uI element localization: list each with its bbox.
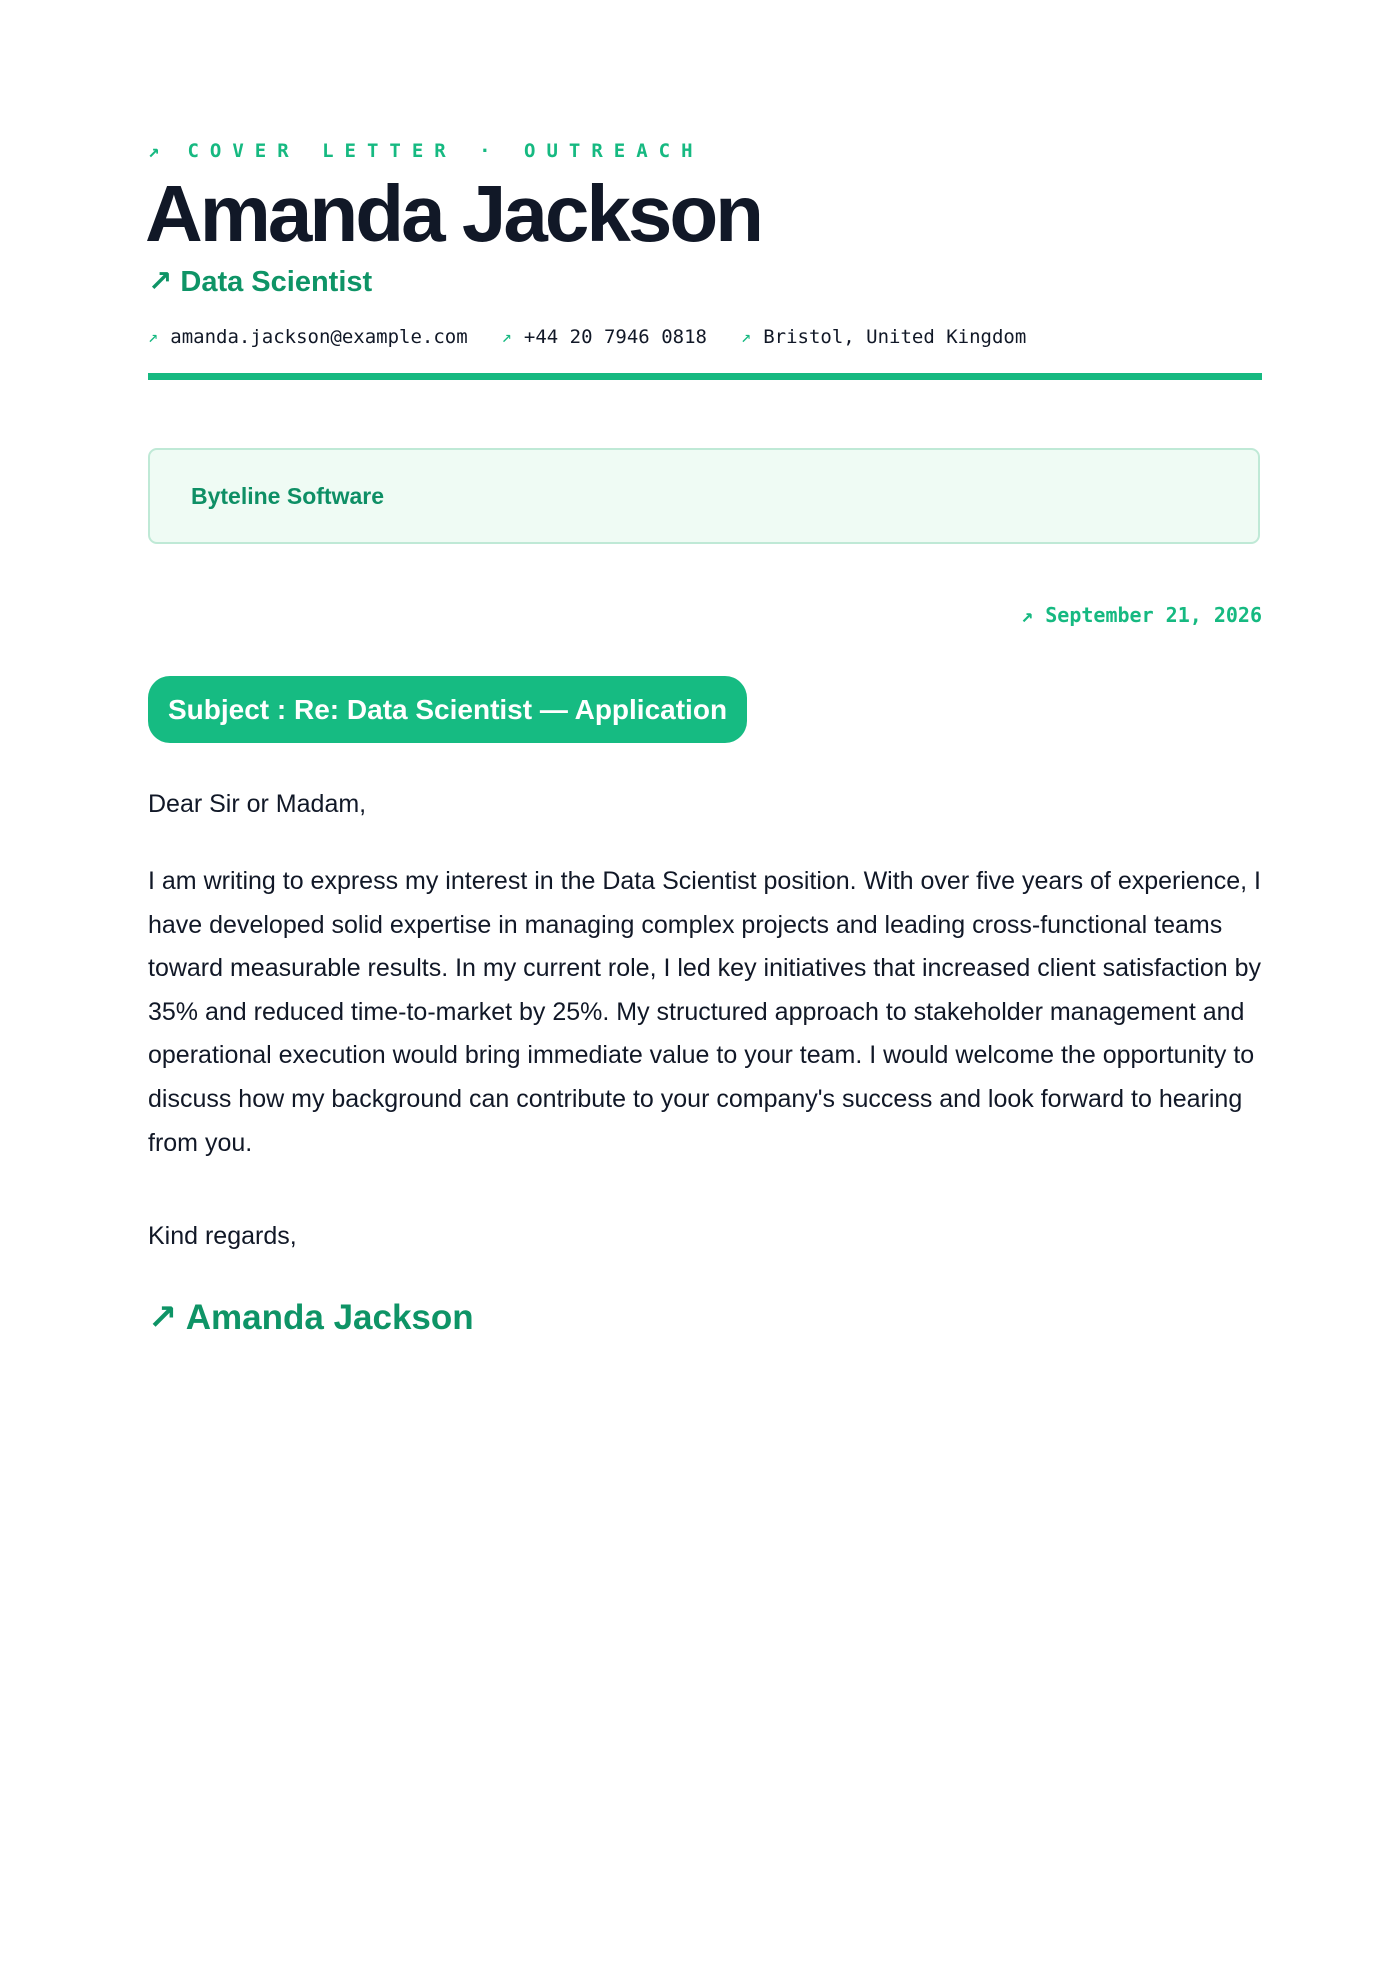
role-label: Data Scientist	[180, 266, 373, 298]
contact-info	[148, 326, 1026, 348]
arrow-up-right-icon: ↗	[1021, 603, 1034, 627]
eyebrow-label: COVER LETTER · OUTREACH	[187, 140, 704, 162]
phone-text: +44 20 7946 0818	[523, 326, 707, 348]
location-text: Bristol, United Kingdom	[763, 326, 1027, 348]
arrow-up-right-icon: ↗	[148, 327, 159, 347]
subject-badge: Subject : Re: Data Scientist — Application	[148, 676, 747, 743]
signature-name: Amanda Jackson	[185, 1298, 474, 1337]
recipient-box	[148, 448, 1260, 544]
document-eyebrow	[148, 140, 704, 162]
applicant-name: Amanda Jackson	[145, 169, 762, 258]
arrow-up-right-icon: ↗	[148, 1298, 178, 1337]
arrow-up-right-icon: ↗	[148, 266, 173, 298]
letter-signature	[148, 1298, 474, 1338]
contact-phone	[502, 326, 707, 348]
date-text: September 21, 2026	[1045, 603, 1262, 627]
letter-body: I am writing to express my interest in the Data Scientist position. With over five years of experience, I have developed solid expertise in managing complex projects and leading cross-functional teams toward measurable results. In my current role, I led key initiatives that increased client satisfaction by 35% and reduced time-to-market by 25%. My structured approach to stakeholder management and operational execution would bring immediate value to your team. I would welcome the opportunity to discuss how my background can contribute to your company's success and look forward to hearing from you.	[148, 867, 1262, 1157]
applicant-role	[148, 264, 372, 299]
recipient-company: Byteline Software	[191, 483, 384, 509]
letter-closing: Kind regards,	[148, 1222, 297, 1250]
letter-date	[1021, 603, 1262, 627]
letter-greeting: Dear Sir or Madam,	[148, 790, 367, 818]
header-divider	[148, 373, 1262, 380]
contact-location	[741, 326, 1026, 348]
arrow-up-right-icon: ↗	[740, 327, 752, 347]
contact-email	[148, 326, 468, 348]
arrow-up-right-icon: ↗	[148, 140, 160, 162]
email-text: amanda.jackson@example.com	[170, 326, 468, 348]
arrow-up-right-icon: ↗	[501, 327, 512, 347]
